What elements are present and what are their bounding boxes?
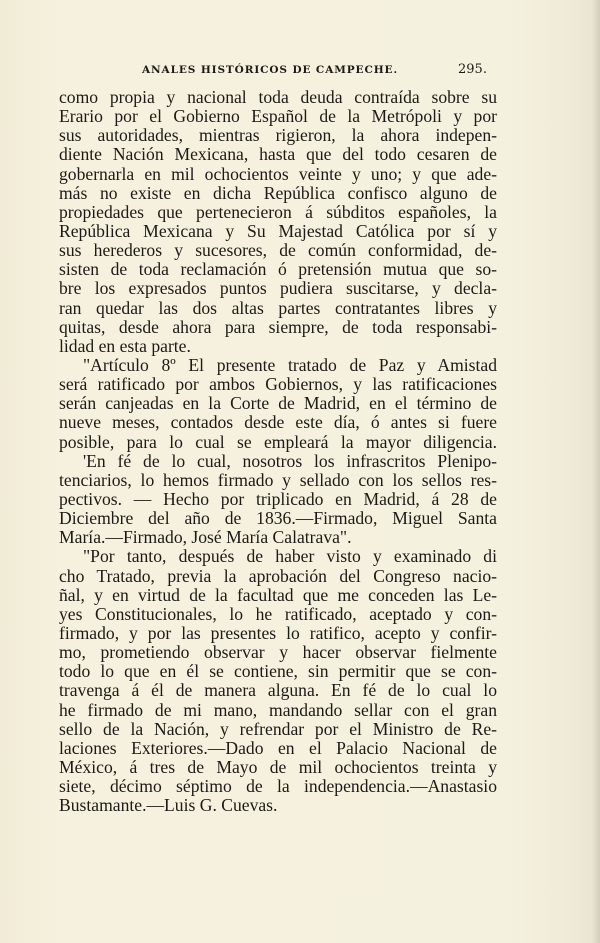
text-line: será ratificado por ambos Gobiernos, y las ratificaciones [59, 374, 497, 395]
text-line: sus autoridades, mientras rigieron, la ahora indepen- [59, 125, 497, 146]
page-edge-shadow [592, 0, 600, 943]
text-line: gobernarla en mil ochocientos veinte y uno; y que ade- [59, 163, 497, 184]
text-line: laciones Exteriores.—Dado en el Palacio Nacional de [59, 737, 497, 758]
text-line: María.—Firmado, José María Calatrava". [59, 527, 352, 548]
text-line: siete, décimo séptimo de la independencia.—Anastasio [59, 776, 497, 797]
text-line: ñal, y en virtud de la facultad que me conceden las Le- [59, 584, 497, 605]
text-line: bre los expresados puntos pudiera suscitarse, y decla- [59, 278, 497, 299]
text-line: mo, prometiendo observar y hacer observar fielmente [59, 642, 497, 663]
text-line: propiedades que pertenecieron á súbditos españoles, la [59, 201, 497, 222]
text-line: travenga á él de manera alguna. En fé de lo cual lo [59, 680, 497, 701]
text-line: diente Nación Mexicana, hasta que del todo cesaren de [59, 144, 497, 165]
paragraph-en-fe [59, 452, 497, 548]
text-line: posible, para lo cual se empleará la mayor diligencia. [59, 431, 497, 452]
text-line: nueve meses, contados desde este día, ó antes si fuere [59, 412, 497, 433]
paragraph-por-tanto [59, 547, 497, 815]
text-line: he firmado de mi mano, mandando sellar con el gran [59, 699, 497, 720]
text-line: cho Tratado, previa la aprobación del Congreso nacio- [59, 565, 497, 586]
text-line: "Artículo 8º El presente tratado de Paz y Amistad [83, 354, 497, 375]
page-header [142, 62, 527, 80]
text-line: Diciembre del año de 1836.—Firmado, Miguel Santa [59, 508, 497, 529]
text-line: pectivos. — Hecho por triplicado en Madrid, á 28 de [59, 488, 497, 509]
text-line: 'En fé de lo cual, nosotros los infrascritos Plenipo- [83, 450, 497, 471]
text-line: México, á tres de Mayo de mil ochocientos treinta y [59, 756, 497, 777]
paragraph-articulo-8 [59, 356, 497, 452]
page-number: 295. [458, 62, 487, 77]
text-line: más no existe en dicha República confisco alguno de [59, 182, 497, 203]
text-line: todo lo que en él se contiene, sin permitir que se con- [59, 661, 497, 682]
text-line: sisten de toda reclamación ó pretensión mutua que so- [59, 259, 497, 280]
text-line: sello de la Nación, y refrendar por el Ministro de Re- [59, 718, 497, 739]
text-line: ran quedar las dos altas partes contratantes libres y [59, 297, 497, 318]
text-line: lidad en esta parte. [59, 335, 191, 356]
running-title: ANALES HISTÓRICOS DE CAMPECHE. [142, 64, 398, 76]
text-line: República Mexicana y Su Majestad Católica por sí y [59, 220, 497, 241]
text-line: como propia y nacional toda deuda contraída sobre su [59, 87, 497, 107]
text-line: sus herederos y sucesores, de común conformidad, de- [59, 240, 497, 261]
text-line: quitas, desde ahora para siempre, de toda responsabi- [59, 316, 497, 337]
paragraph-continuation [59, 88, 497, 356]
text-line: Erario por el Gobierno Español de la Metrópoli y por [59, 106, 497, 127]
body-text [59, 88, 497, 815]
text-line: tenciarios, lo hemos firmado y sellado con los sellos res- [59, 469, 497, 490]
text-line: Bustamante.—Luis G. Cuevas. [59, 795, 278, 816]
text-line: yes Constitucionales, lo he ratificado, aceptado y con- [59, 603, 497, 624]
text-line: "Por tanto, después de haber visto y examinado di [83, 546, 497, 567]
text-line: serán canjeadas en la Corte de Madrid, en el término de [59, 393, 497, 414]
text-line: firmado, y por las presentes lo ratifico, acepto y confir- [59, 622, 497, 643]
